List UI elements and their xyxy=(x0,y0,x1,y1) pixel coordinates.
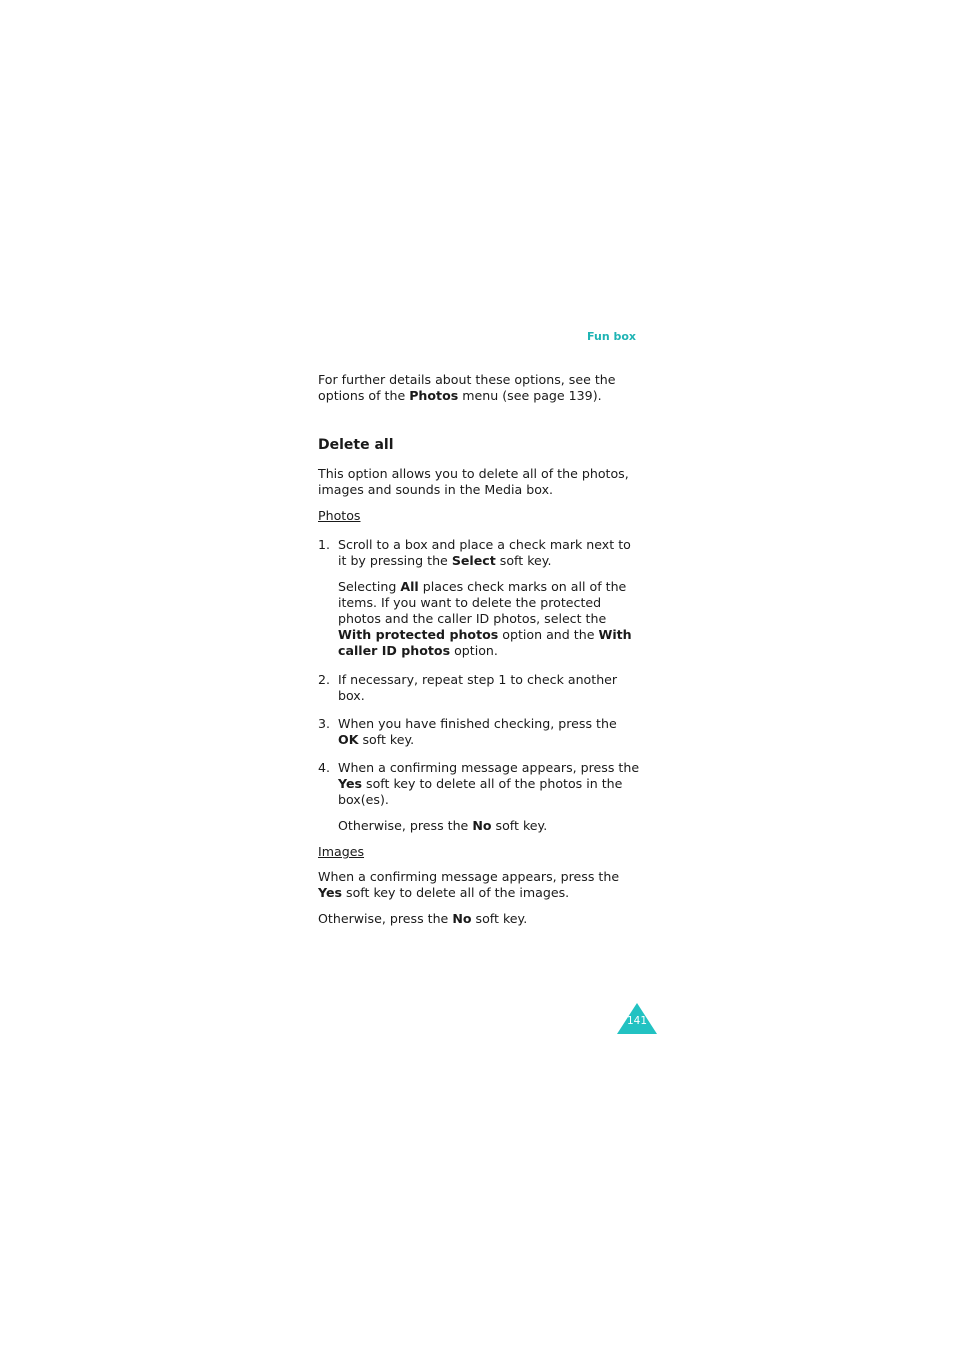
images-subheading: Images xyxy=(318,844,365,859)
section-heading: Delete all xyxy=(318,437,394,453)
photos-steps xyxy=(318,537,640,834)
step-1 xyxy=(318,537,640,659)
photos-subheading: Photos xyxy=(318,508,361,523)
intro-paragraph: For further details about these options, see the options of the Photos menu (see page 139). xyxy=(318,372,616,403)
images-otherwise: Otherwise, press the No soft key. xyxy=(318,911,528,926)
page-number: 141 xyxy=(626,1015,648,1027)
step-number: 1. xyxy=(318,537,331,552)
step-note: Selecting All places check marks on all of the items. If you want to delete the protected photos and the caller ID photos, select the With protected photos option and the With caller ID photos option. xyxy=(338,579,632,658)
step-number: 2. xyxy=(318,672,331,687)
step-number: 3. xyxy=(318,716,331,731)
page-number-badge xyxy=(617,1003,657,1034)
step-text: When a confirming message appears, press the Yes soft key to delete all of the photos in the box(es). xyxy=(338,760,640,807)
description-paragraph: This option allows you to delete all of the photos, images and sounds in the Media box. xyxy=(318,466,629,497)
step-text: If necessary, repeat step 1 to check another box. xyxy=(338,672,618,703)
step-4 xyxy=(318,760,640,834)
step-text: Scroll to a box and place a check mark next to it by pressing the Select soft key. xyxy=(338,537,631,568)
step-3 xyxy=(318,716,640,748)
step-text: When you have finished checking, press the OK soft key. xyxy=(338,716,617,747)
images-paragraph: When a confirming message appears, press the Yes soft key to delete all of the images. xyxy=(318,869,620,900)
page-content xyxy=(318,372,640,927)
step-note: Otherwise, press the No soft key. xyxy=(338,818,548,833)
section-header: Fun box xyxy=(587,330,636,343)
step-2 xyxy=(318,672,640,704)
step-number: 4. xyxy=(318,760,331,775)
